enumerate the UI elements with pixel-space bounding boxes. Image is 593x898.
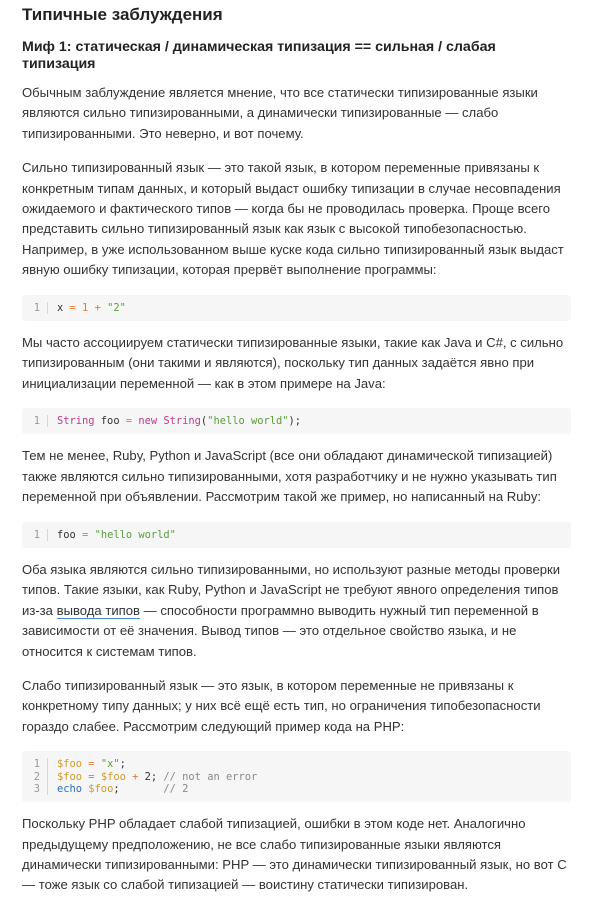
code-token: String [57,415,95,428]
code-token: 1 [82,301,89,314]
code-token: foo [57,528,76,541]
line-number: 1 [22,302,48,314]
line-number: 1 [22,529,48,541]
line-number: 3 [22,783,48,795]
code-token: $foo [88,782,114,795]
type-inference-link[interactable]: вывода типов [56,602,140,618]
code-text [48,783,188,795]
section-heading: Типичные заблуждения [22,5,223,24]
code-text [48,529,176,541]
code-block-3 [22,522,571,548]
paragraph-7: Поскольку PHP обладает слабой типизацией, ошибки в этом коде нет. Аналогично предыдущему предположению, не все слабо типизированные языки являются динамически типизированными: PHP — это динамически типизированный язык, но вот C — тоже язык со слабой типизацией — воистину статически типизирован. [22,816,567,893]
code-line [22,302,571,314]
code-token: ; [113,782,164,795]
code-comment: // not an error [163,770,258,783]
code-line [22,415,571,427]
code-text [48,758,126,770]
code-token: ( [200,415,208,428]
paragraph-4: Тем не менее, Ruby, Python и JavaScript (все они обладают динамической типизацией) также являются сильно типизированными, хотя разработчику и не нужно указывать тип переменной при объявлении. Рассмотрим такой же пример, но написанный на Ruby: [22,448,557,505]
code-token: = [82,758,101,771]
code-token: = [75,528,95,541]
code-text [48,302,126,314]
code-block-1 [22,295,571,321]
paragraph-5 [22,560,571,662]
code-block-2 [22,408,571,434]
code-token: = [82,770,101,783]
code-token: x [57,301,64,314]
code-block-4 [22,751,571,802]
code-token: = [125,415,133,428]
code-token: "hello world" [207,415,289,428]
code-text [48,771,257,783]
code-line [22,758,571,770]
code-token: = [63,301,83,314]
code-line [22,529,571,541]
code-token: $foo [57,770,83,783]
code-token: 2 [144,770,151,783]
code-text [48,415,301,427]
code-token: "x" [100,758,120,771]
code-token: foo [94,415,126,428]
code-token: + [88,301,108,314]
code-token: $foo [57,758,83,771]
code-token: ; [150,770,164,783]
paragraph-6: Слабо типизированный язык — это язык, в котором переменные не привязаны к конкретному типу данных; у них всё ещё есть тип, но ограничения типобезопасности гораздо слабее. Рассмотрим следующий пример кода на PHP: [22,678,541,734]
code-token: echo [57,782,83,795]
paragraph-3: Мы часто ассоциируем статически типизированные языки, такие как Java и C#, с сильно типизированным (они такими и являются), поскольку тип данных задаётся явно при инициализации переменной — как в этом примере на Java: [22,334,564,391]
code-token: "2" [107,301,126,314]
code-line [22,783,571,795]
paragraph-2: Сильно типизированный язык — это такой язык, в котором переменные привязаны к конкретным типам данных, и который выдаст ошибку типизации в случае несовпадения ожидаемого и фактического типов — когда бы не проводилась проверка. Проще всего представить сильно типизированный язык как язык с высокой типобезопасностью. Например, в уже использованном выше куске кода сильно типизированный язык выдаст явную ошибку типизации, которая прервёт выполнение программы: [22,160,564,278]
myth-title: Миф 1: статическая / динамическая типизация == сильная / слабая типизация [22,39,496,72]
line-number: 1 [22,415,48,427]
code-token: new [132,415,164,428]
code-token: $foo [100,770,126,783]
line-number: 1 [22,758,48,770]
code-token: "hello world" [94,528,176,541]
line-number: 2 [22,771,48,783]
code-line [22,771,571,783]
code-token: + [125,770,145,783]
paragraph-5-text: — способности программно выводить нужный тип переменной в зависимости от её значения. Вывод типов — это отдельное свойство языка, и не относится к системам типов. [22,602,539,659]
code-token: ; [119,758,126,771]
paragraph-5-text: Оба языка являются сильно типизированными, но используют разные методы проверки типов. Такие языки, как Ruby, Python и JavaScript не требуют явного определения типов из-за [22,561,561,618]
code-comment: // 2 [163,782,189,795]
code-token: String [163,415,201,428]
paragraph-1: Обычным заблуждение является мнение, что все статически типизированные языки являются сильно типизированными, а динамически типизированные — слабо типизированными. Это неверно, и вот почему. [22,85,538,141]
code-token: ); [288,415,302,428]
